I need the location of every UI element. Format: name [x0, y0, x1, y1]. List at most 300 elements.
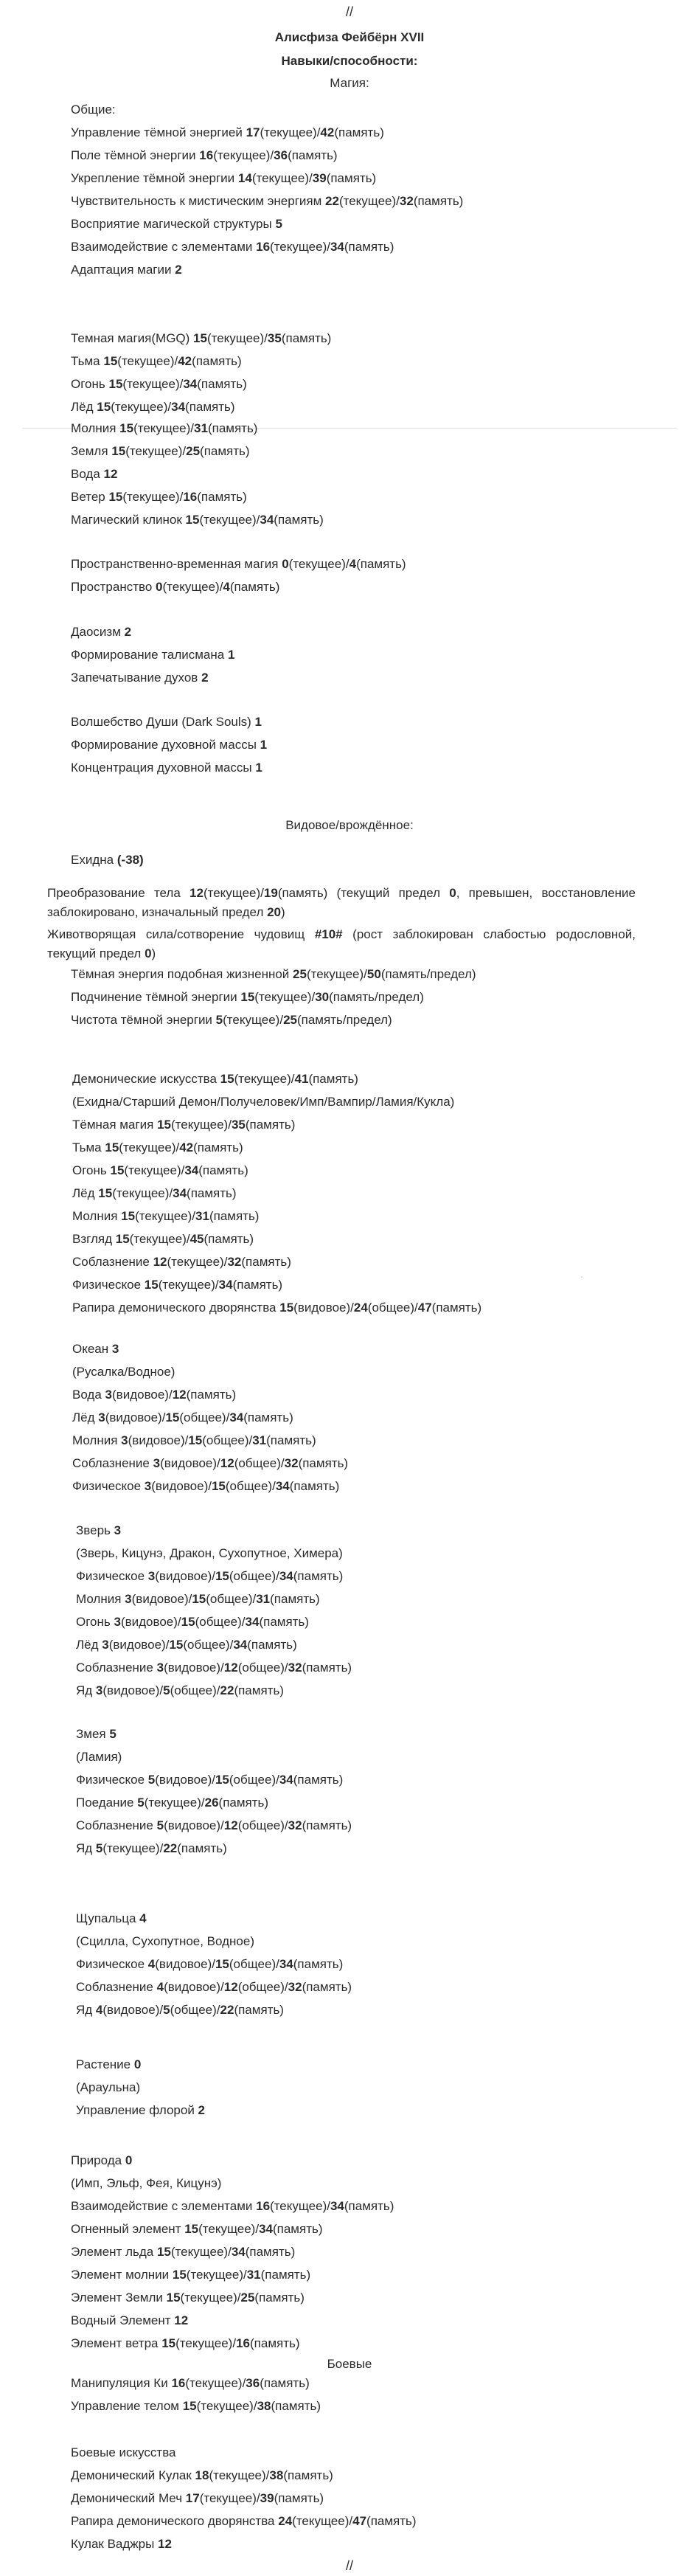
skill-line [71, 170, 376, 187]
skill-text: (общее)/ [183, 1638, 234, 1652]
skill-text: (память) [260, 2376, 310, 2390]
skill-line [76, 2102, 205, 2119]
skill-value: 34 [330, 240, 344, 254]
skill-text: Адаптация магии [71, 263, 175, 277]
skill-line [76, 1933, 254, 1950]
skill-text: (память) [209, 1209, 260, 1223]
skill-value: 15 [161, 2336, 176, 2350]
skill-text: Огонь [72, 1163, 111, 1177]
skill-value: 15 [108, 490, 123, 504]
skill-text: Концентрация духовной массы [71, 761, 256, 775]
skill-text: (текущее)/ [203, 886, 264, 900]
skill-text: (общее)/ [206, 1592, 257, 1606]
skill-text: (память) [356, 557, 406, 571]
skill-text: Вода [72, 1388, 105, 1402]
skill-line [71, 420, 257, 437]
skill-text: (текущее)/ [175, 2336, 237, 2350]
skill-value: 5 [109, 1727, 116, 1741]
skill-line [71, 2175, 221, 2192]
skill-text: (видовое)/ [155, 1957, 215, 1971]
skill-value: 45 [189, 1232, 204, 1246]
skill-line [71, 760, 262, 776]
skill-line [72, 1478, 339, 1495]
skill-value: 15 [98, 1186, 113, 1200]
skill-text: (текущее)/ [144, 1796, 205, 1810]
skill-value: 12 [158, 2537, 172, 2551]
skill-text: (память) [245, 2245, 296, 2259]
skill-text: Пространство [71, 580, 156, 594]
skill-text: (память) [344, 240, 394, 254]
skill-value: 34 [279, 1569, 293, 1583]
skill-text: (память) [193, 1140, 243, 1154]
skill-line [76, 1772, 343, 1788]
skill-text: (текущее)/ [170, 2245, 232, 2259]
skill-value: 32 [288, 1661, 302, 1675]
skill-line [76, 1818, 352, 1834]
skill-line [72, 1208, 259, 1225]
skill-text: (память) [344, 2199, 394, 2213]
skill-value: 12 [189, 886, 204, 900]
skill-value: 12 [223, 1818, 238, 1832]
skill-value: 15 [182, 2399, 197, 2413]
skill-value: 1 [254, 715, 262, 729]
skill-value: 31 [194, 421, 208, 435]
skill-value: 0 [282, 557, 289, 571]
skill-value: 47 [352, 2514, 367, 2528]
skill-text: Тёмная магия [72, 1118, 158, 1132]
skill-text: Подчинение тёмной энергии [71, 990, 241, 1004]
skill-line [71, 2536, 172, 2552]
skill-value: 31 [252, 1433, 267, 1447]
skill-line [71, 2290, 305, 2306]
skill-line [72, 1117, 295, 1133]
skill-value: 15 [215, 1773, 229, 1787]
skill-value: 15 [193, 331, 207, 345]
skill-text: Огонь [76, 1615, 114, 1629]
skill-text: Океан [72, 1342, 112, 1356]
skill-text: Поедание [76, 1796, 138, 1810]
skill-value: 15 [103, 354, 118, 368]
skill-line [71, 2153, 132, 2169]
skill-text: (текущее)/ [196, 2399, 257, 2413]
skill-value: 4 [223, 580, 230, 594]
skill-line [72, 1433, 316, 1449]
skill-text: Физическое [76, 1957, 148, 1971]
skill-line [71, 647, 234, 663]
skill-text: Огненный элемент [71, 2222, 185, 2236]
skill-value: 5 [147, 1773, 156, 1787]
skill-text: Рапира демонического дворянства [72, 1301, 280, 1315]
skill-text: Тёмная энергия подобная жизненной [71, 967, 293, 981]
skill-value: 22 [220, 2003, 234, 2017]
skill-value: (-38) [116, 853, 144, 867]
skill-line [71, 2198, 394, 2215]
skill-text: (память) [204, 1232, 254, 1246]
skill-value: 38 [269, 2468, 284, 2482]
skill-text: (память) [302, 1980, 352, 1994]
skill-value: 15 [105, 1140, 119, 1154]
skill-text: (текущее)/ [125, 444, 187, 458]
skill-text: (память) [293, 1773, 344, 1787]
skill-value: 3 [102, 1638, 109, 1652]
skill-text: Демонический Меч [71, 2491, 186, 2505]
skill-line [76, 1911, 147, 1927]
skill-line [76, 1749, 122, 1765]
skill-text: Тьма [72, 1140, 105, 1154]
skill-line [76, 1591, 320, 1607]
skill-text: (общее)/ [179, 1410, 230, 1424]
skill-value: 30 [315, 990, 330, 1004]
skill-value: 0 [156, 580, 163, 594]
skill-text: (текущее)/ [180, 2291, 241, 2305]
skill-value: 15 [181, 1615, 195, 1629]
skill-text: (Сцилла, Сухопутное, Водное) [76, 1934, 254, 1948]
skill-line [72, 1163, 248, 1179]
skill-value: 20 [267, 905, 282, 919]
skill-text: (память) [271, 2399, 321, 2413]
skill-value: 15 [185, 513, 200, 527]
skill-text: (Русалка/Водное) [72, 1365, 175, 1379]
skill-text: (общее)/ [237, 1818, 288, 1832]
skill-line [71, 737, 267, 753]
skill-text: Зверь [76, 1523, 114, 1537]
skill-value: 15 [279, 1301, 294, 1315]
skill-text: (память) [288, 148, 338, 162]
skill-text: (текущее)/ [122, 377, 184, 391]
skill-value: 4 [95, 2003, 103, 2017]
skill-line [76, 2002, 284, 2018]
skill-text: (общее)/ [195, 1615, 246, 1629]
skill-text: (видовое)/ [108, 1638, 170, 1652]
skill-value: 34 [183, 377, 198, 391]
skill-text: (текущее)/ [223, 1013, 284, 1027]
skill-value: 5 [95, 1841, 103, 1855]
skill-value: 15 [97, 400, 111, 414]
skill-value: 15 [192, 1592, 206, 1606]
skill-text: (текущее)/ [102, 1841, 164, 1855]
skill-text: Соблазнение [72, 1255, 153, 1269]
skill-text: Укрепление тёмной энергии [71, 171, 238, 185]
skills-subtitle: Навыки/способности: [281, 54, 418, 68]
skill-value: 34 [275, 1479, 290, 1493]
skill-value: 31 [195, 1209, 209, 1223]
skill-text: (видовое)/ [164, 1818, 224, 1832]
skill-value: 25 [293, 967, 307, 981]
skill-text: (память) [177, 1841, 227, 1855]
skill-line [72, 1071, 358, 1087]
skill-value: 3 [98, 1410, 105, 1424]
skill-value: 42 [178, 354, 192, 368]
skill-text: Лёд [72, 1186, 99, 1200]
skill-value: 12 [223, 1980, 238, 1994]
skill-text: (видовое)/ [120, 1615, 181, 1629]
skill-value: 3 [144, 1479, 152, 1493]
skill-value: 24 [278, 2514, 293, 2528]
skill-value: 0 [145, 946, 152, 960]
skill-value: 15 [108, 377, 123, 391]
skill-text: (память) [243, 1410, 293, 1424]
skill-line [71, 125, 384, 141]
skill-value: 34 [231, 2245, 246, 2259]
skill-value: 31 [246, 2268, 261, 2282]
skill-text: (текущее)/ [254, 990, 316, 1004]
skill-line [72, 1455, 348, 1472]
skill-text: (память/предел) [329, 990, 424, 1004]
skill-text: Преобразование тела [47, 886, 190, 900]
skill-value: 16 [236, 2336, 250, 2350]
skill-text: (текущее)/ [260, 125, 321, 139]
skill-text: Тьма [71, 354, 104, 368]
skill-value: 15 [121, 1209, 136, 1223]
skill-text: Яд [76, 2003, 96, 2017]
skill-line [72, 1277, 282, 1293]
monster-creation-paragraph [47, 925, 636, 963]
skill-text: (память) [185, 400, 235, 414]
skill-text: Магический клинок [71, 513, 186, 527]
skill-line [71, 2398, 321, 2414]
skill-value: 15 [215, 1569, 229, 1583]
skill-value: 1 [260, 738, 268, 752]
skill-line [71, 2513, 417, 2530]
skill-value: 0 [133, 2057, 142, 2071]
skill-value: 3 [121, 1433, 128, 1447]
skill-text: (память) [247, 1638, 297, 1652]
skill-value: 3 [105, 1388, 112, 1402]
skill-text: (текущее)/ [111, 400, 172, 414]
skill-value: 25 [240, 2291, 255, 2305]
skill-text: (видовое)/ [293, 1301, 354, 1315]
skill-text: (текущее)/ [209, 2468, 270, 2482]
skill-value: 15 [115, 1232, 130, 1246]
skill-value: 0 [125, 2153, 133, 2167]
skill-line [71, 966, 476, 983]
skill-line [76, 2057, 141, 2073]
skill-line [71, 512, 324, 528]
body-transformation-paragraph [47, 884, 636, 922]
skill-text: Взгляд [72, 1232, 116, 1246]
skill-line [72, 1185, 237, 1202]
skill-text: (память) [241, 1255, 291, 1269]
skill-text: Лёд [76, 1638, 102, 1652]
skill-value: 12 [223, 1661, 238, 1675]
skill-line [72, 1094, 454, 1110]
skill-text: Лёд [71, 400, 97, 414]
skill-value: 32 [284, 1456, 299, 1470]
skill-text: Молния [71, 421, 120, 435]
skill-text: (память) [234, 1683, 284, 1697]
skill-text: Водный Элемент [71, 2313, 175, 2327]
skill-text: (память) [302, 1661, 352, 1675]
skill-text: Взаимодействие с элементами [71, 240, 257, 254]
skill-line [76, 1523, 121, 1539]
skill-value: 15 [156, 2245, 171, 2259]
skill-text: (общее)/ [229, 1773, 279, 1787]
skill-value: 15 [144, 1278, 159, 1292]
skill-line [71, 102, 116, 118]
skill-text: Управление телом [71, 2399, 183, 2413]
skill-text: (видовое)/ [102, 1683, 164, 1697]
skill-text: (общее)/ [237, 1661, 288, 1675]
skill-text: Чувствительность к мистическим энергиям [71, 194, 326, 208]
skill-value: 2 [175, 263, 182, 277]
skill-text: (текущее)/ [270, 240, 330, 254]
skill-text: Физическое [76, 1569, 148, 1583]
skill-text: Чистота тёмной энергии [71, 1013, 216, 1027]
skill-text: (текущее)/ [234, 1072, 295, 1086]
skill-text: (память) [308, 1072, 358, 1086]
skill-line [71, 399, 235, 415]
skill-text: Запечатывание духов [71, 671, 202, 685]
skill-text: (память) [302, 1818, 352, 1832]
skill-text: (текущее)/ [199, 2491, 260, 2505]
skill-value: 47 [417, 1301, 432, 1315]
skill-text: Даосизм [71, 625, 125, 639]
skill-text: (текущее)/ [288, 557, 350, 571]
skill-text: (память) [197, 377, 247, 391]
skill-text: (текущее)/ [292, 2514, 353, 2528]
skill-value: 34 [184, 1163, 199, 1177]
skill-value: 4 [147, 1957, 156, 1971]
skill-value: 31 [256, 1592, 271, 1606]
skill-line [72, 1300, 481, 1316]
skill-text: (память) [293, 1569, 344, 1583]
skill-text: Демонические искусства [72, 1072, 220, 1086]
skill-text: Управление флорой [76, 2103, 198, 2117]
skill-line [76, 1614, 309, 1630]
skill-line [76, 1795, 268, 1811]
skill-value: 3 [114, 1523, 122, 1537]
skill-line [71, 2313, 188, 2329]
skill-value: 15 [119, 421, 134, 435]
skill-value: 4 [349, 557, 357, 571]
skill-text: (общее)/ [229, 1569, 279, 1583]
skill-value: 15 [172, 2268, 187, 2282]
skill-value: 32 [288, 1980, 302, 1994]
skill-value: 26 [204, 1796, 219, 1810]
skill-text: Соблазнение [76, 1818, 157, 1832]
skill-line [71, 330, 331, 347]
skill-value: 42 [320, 125, 335, 139]
skill-value: 16 [256, 240, 271, 254]
skill-value: 39 [260, 2491, 274, 2505]
skill-text: (Имп, Эльф, Фея, Кицунэ) [71, 2176, 222, 2190]
skill-value: 12 [220, 1456, 234, 1470]
skill-line [71, 624, 131, 640]
skill-text: (память) [413, 194, 464, 208]
skill-line [71, 670, 209, 686]
skill-line [71, 148, 338, 164]
skill-text: (память/предел) [380, 967, 476, 981]
skill-text: (текущее)/ [167, 1255, 228, 1269]
innate-heading: Видовое/врождённое: [285, 818, 414, 832]
skill-value: 32 [288, 1818, 302, 1832]
skill-text: Взаимодействие с элементами [71, 2199, 257, 2213]
skill-line [76, 1568, 343, 1585]
skill-text: (общее)/ [170, 2003, 220, 2017]
skill-text: (видовое)/ [102, 2003, 164, 2017]
skill-text: Элемент Земли [71, 2291, 167, 2305]
skill-text: Управление тёмной энергией [71, 125, 246, 139]
skill-text: , превышен, восстановление заблокировано, изначальный предел [47, 886, 636, 919]
skill-text: Элемент молнии [71, 2268, 173, 2282]
skill-text: (текущее)/ [206, 331, 268, 345]
skill-value: 41 [294, 1072, 309, 1086]
skill-text: Волшебство Души (Dark Souls) [71, 715, 255, 729]
skill-text: (текущее)/ [338, 194, 400, 208]
skill-value: 2 [201, 671, 209, 685]
skill-text: (память) [234, 2003, 284, 2017]
skill-text: Пространственно-временная магия [71, 557, 282, 571]
skill-value: 34 [259, 2222, 273, 2236]
skill-line [76, 1660, 352, 1676]
skill-text: (видовое)/ [155, 1569, 215, 1583]
skill-text: Боевые искусства [71, 2445, 176, 2459]
skill-text: (текущее)/ [213, 148, 274, 162]
skill-value: 3 [153, 1456, 161, 1470]
skill-text: (текущее)/ [112, 1186, 173, 1200]
skill-text: (память) [192, 354, 242, 368]
skill-line [72, 1387, 236, 1403]
skill-value: 16 [199, 148, 214, 162]
skill-text: Манипуляция Ки [71, 2376, 172, 2390]
skill-line [71, 353, 242, 370]
skill-line [76, 1841, 227, 1857]
skill-text: Элемент льда [71, 2245, 157, 2259]
skill-text: Формирование духовной массы [71, 738, 260, 752]
skill-value: 25 [186, 444, 201, 458]
skill-value: 12 [103, 467, 118, 481]
skill-text: Молния [72, 1433, 122, 1447]
skill-text: (общее)/ [225, 1479, 276, 1493]
skill-text: (текущее)/ [185, 2376, 246, 2390]
skill-text: Ехидна [71, 853, 117, 867]
skill-text: (память) [200, 444, 250, 458]
skill-text: Формирование талисмана [71, 648, 228, 662]
skill-text: (видовое)/ [105, 1410, 166, 1424]
skill-text: Соблазнение [76, 1980, 157, 1994]
skill-text: Физическое [76, 1773, 148, 1787]
skill-line [71, 443, 250, 460]
skill-text: Общие: [71, 103, 116, 117]
skill-value: 5 [156, 1818, 164, 1832]
skill-text: (Ехидна/Старший Демон/Получеловек/Имп/Вампир/Ламия/Кукла) [72, 1095, 455, 1109]
skill-text: (память/предел) [296, 1013, 392, 1027]
skill-text: (видовое)/ [155, 1773, 215, 1787]
skill-value: 12 [153, 1255, 167, 1269]
skill-line [72, 1140, 243, 1156]
skill-value: 15 [188, 1433, 203, 1447]
skill-value: 15 [211, 1479, 226, 1493]
skill-value: 36 [246, 2376, 260, 2390]
skill-text: Яд [76, 1841, 96, 1855]
skill-value: 12 [172, 1388, 187, 1402]
skill-line [71, 216, 282, 232]
skill-value: 34 [279, 1957, 293, 1971]
skill-value: 22 [325, 194, 339, 208]
skill-text: (текущее)/ [306, 967, 367, 981]
speck [581, 1276, 582, 1278]
skill-text: (память) [198, 1163, 248, 1177]
skill-text: (Зверь, Кицунэ, Дракон, Сухопутное, Химера) [76, 1546, 343, 1560]
skill-line [72, 1364, 175, 1380]
skill-line [72, 1341, 119, 1357]
skill-text: Вода [71, 467, 104, 481]
character-title: Алисфиза Фейбёрн XVII [274, 30, 425, 44]
skill-text: (память) [254, 2291, 305, 2305]
skill-text: (память) [298, 1456, 349, 1470]
skill-text: (память) [245, 1118, 296, 1132]
skill-value: 18 [195, 2468, 209, 2482]
